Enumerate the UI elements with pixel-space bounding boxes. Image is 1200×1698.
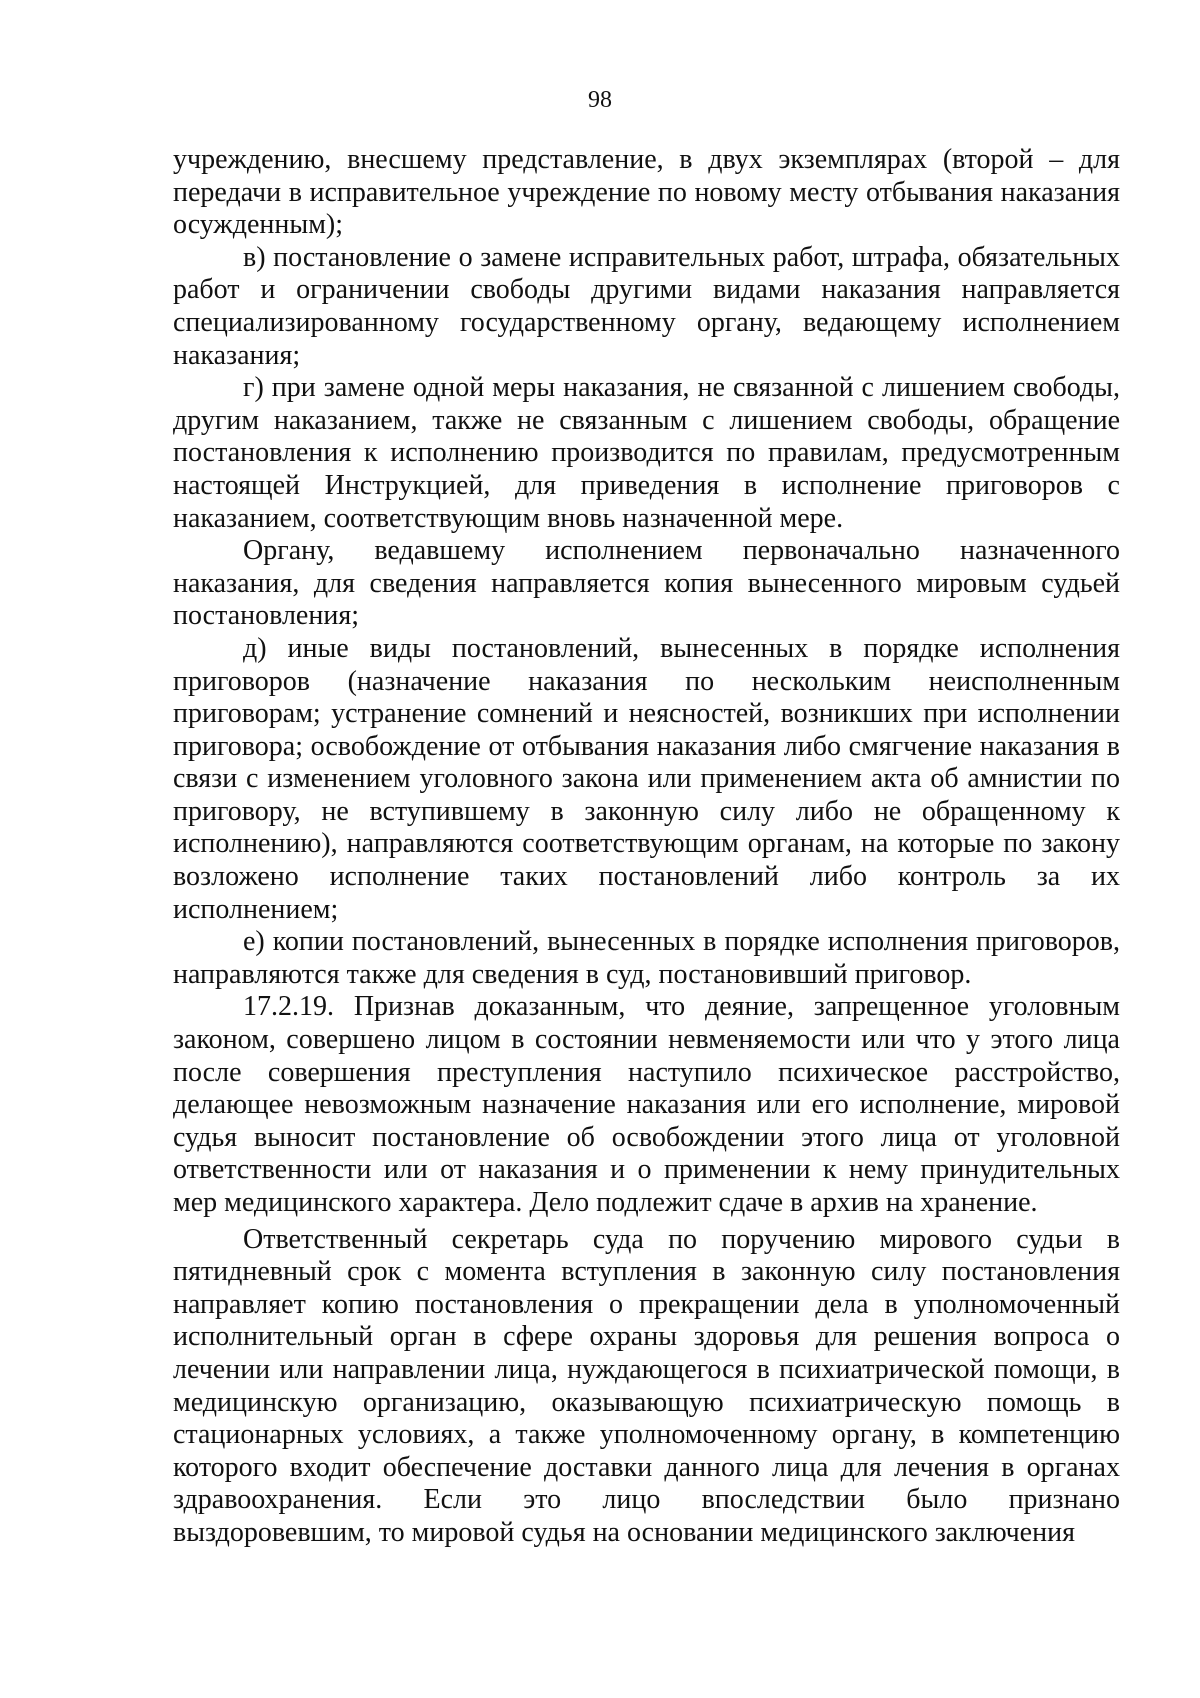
paragraph-secretary-duties: Ответственный секретарь суда по поручению мирового судьи в пятидневный срок с момента вступления в законную силу постановления направляет копию постановления о прекращении дела в уполномоченный исполнительный орган в сфере охраны здоровья для решения вопроса о лечении или направлении лица, нуждающегося в психиатрической помощи, в медицинскую организацию, оказывающую психиатрическую помощь в стационарных условиях, а также уполномоченному органу, в компетенцию которого входит обеспечение доставки данного лица для лечения в органах здравоохранения. Если это лицо впоследствии было признано выздоровевшим, то мировой судья на основании медицинского заключения bbox=[173, 1223, 1120, 1548]
document-body bbox=[173, 144, 1120, 1550]
paragraph-section-17-2-19: 17.2.19. Признав доказанным, что деяние, запрещенное уголовным законом, совершено лицом в состоянии невменяемости или что у этого лица после совершения преступления наступило психическое расстройство, делающее невозможным назначение наказания или его исполнение, мировой судья выносит постановление об освобождении этого лица от уголовной ответственности или от наказания и о применении к нему принудительных мер медицинского характера. Дело подлежит сдаче в архив на хранение. bbox=[173, 991, 1120, 1218]
page-number: 98 bbox=[588, 87, 612, 113]
paragraph-item-g: г) при замене одной меры наказания, не связанной с лишением свободы, другим наказанием, также не связанным с лишением свободы, обращение постановления к исполнению производится по правилам, предусмотренным настоящей Инструкцией, для приведения в исполнение приговоров с наказанием, соответствующим вновь назначенной мере. bbox=[173, 372, 1120, 534]
paragraph-item-v: в) постановление о замене исправительных работ, штрафа, обязательных работ и ограничении свободы другими видами наказания направляется специализированному государственному органу, ведающему исполнением наказания; bbox=[173, 241, 1120, 371]
paragraph-continuation: учреждению, внесшему представление, в двух экземплярах (второй – для передачи в исправительное учреждение по новому месту отбывания наказания осужденным); bbox=[173, 144, 1120, 241]
paragraph-item-e: е) копии постановлений, вынесенных в порядке исполнения приговоров, направляются также для сведения в суд, постановивший приговор. bbox=[173, 926, 1120, 990]
paragraph-item-d: д) иные виды постановлений, вынесенных в порядке исполнения приговоров (назначение наказания по нескольким неисполненным приговорам; устранение сомнений и неясностей, возникших при исполнении приговора; освобождение от отбывания наказания либо смягчение наказания в связи с изменением уголовного закона или применением акта об амнистии по приговору, не вступившему в законную силу либо не обращенному к исполнению), направляются соответствующим органам, на которые по закону возложено исполнение таких постановлений либо контроль за их исполнением; bbox=[173, 632, 1120, 925]
paragraph-organ-notice: Органу, ведавшему исполнением первоначально назначенного наказания, для сведения направляется копия вынесенного мировым судьей постановления; bbox=[173, 535, 1120, 632]
